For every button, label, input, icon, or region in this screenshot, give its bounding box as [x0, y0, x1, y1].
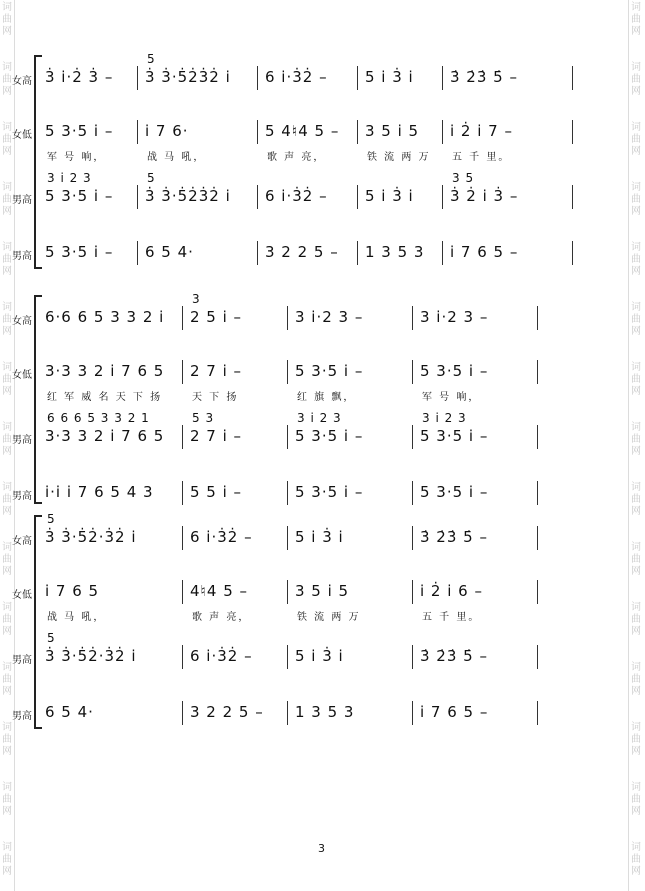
barline — [182, 360, 183, 384]
measure: 2 5 i – — [190, 308, 243, 326]
measure: 2 7 i – — [190, 362, 243, 380]
barline — [287, 425, 288, 449]
measure: i 7 6 5 – — [450, 243, 519, 261]
watermark-char: 词 — [631, 302, 641, 313]
watermark-char: 词 — [631, 722, 641, 733]
watermark-strip-right — [628, 0, 643, 891]
measure: 6 5 4· — [45, 703, 94, 721]
measure: 5 4♮4 5 – — [265, 122, 340, 140]
watermark-char: 网 — [631, 326, 641, 337]
watermark-char: 曲 — [631, 494, 641, 505]
watermark-char: 词 — [2, 542, 12, 553]
barline — [287, 645, 288, 669]
part-label: 女高 — [12, 316, 32, 327]
barline — [137, 120, 138, 144]
watermark-char: 网 — [2, 26, 12, 37]
barline — [537, 580, 538, 604]
upper-voice: 3 i 2 3 — [297, 411, 342, 425]
barline — [357, 66, 358, 90]
measure: 3 2 2 5 – — [265, 243, 339, 261]
upper-voice: 3 i 2 3 — [422, 411, 467, 425]
part-label: 女低 — [12, 370, 32, 381]
barline — [137, 241, 138, 265]
watermark-char: 网 — [631, 566, 641, 577]
barline — [357, 120, 358, 144]
measure: 3·3 3 2 i 7 6 5 — [45, 362, 165, 380]
barline — [537, 526, 538, 550]
measure: 5 i 3̇ i — [365, 68, 414, 86]
measure: 3̇ 2̇3̇ 5̇ – — [420, 647, 488, 665]
upper-voice: 5 3 — [192, 411, 215, 425]
watermark-char: 曲 — [2, 434, 12, 445]
watermark-char: 词 — [631, 182, 641, 193]
watermark-char: 网 — [2, 746, 12, 757]
barline — [182, 645, 183, 669]
measure: 6 i·3̇2̇ – — [265, 187, 328, 205]
watermark-char: 网 — [631, 146, 641, 157]
measure: 3 5 i 5 — [295, 582, 350, 600]
part-label: 女低 — [12, 590, 32, 601]
barline — [287, 580, 288, 604]
measure: 5 3·5 i – — [45, 122, 114, 140]
barline — [412, 580, 413, 604]
barline — [442, 241, 443, 265]
barline — [257, 185, 258, 209]
barline — [257, 66, 258, 90]
watermark-char: 词 — [2, 782, 12, 793]
watermark-char: 网 — [2, 626, 12, 637]
watermark-char: 曲 — [2, 314, 12, 325]
watermark-char: 曲 — [2, 554, 12, 565]
watermark-char: 词 — [631, 422, 641, 433]
watermark-char: 网 — [631, 506, 641, 517]
measure: i 7 6· — [145, 122, 189, 140]
barline — [182, 481, 183, 505]
measure: 3·3 3 2 i 7 6 5 — [45, 427, 165, 445]
barline — [287, 526, 288, 550]
watermark-char: 曲 — [631, 554, 641, 565]
lyric-text: 铁 流 两 万 — [367, 152, 431, 163]
barline — [182, 425, 183, 449]
watermark-char: 网 — [2, 86, 12, 97]
watermark-char: 网 — [2, 506, 12, 517]
measure: 6 5 4· — [145, 243, 194, 261]
watermark-char: 曲 — [631, 314, 641, 325]
barline — [537, 701, 538, 725]
watermark-char: 曲 — [2, 734, 12, 745]
measure: 3̇ 3̇·5̇2̇·3̇2̇ i — [45, 528, 137, 546]
barline — [412, 526, 413, 550]
measure: 3 5 i 5 — [365, 122, 420, 140]
system-brace — [34, 515, 42, 729]
measure: 3̇ 2̇ i 3̇ – — [450, 187, 519, 205]
barline — [572, 66, 573, 90]
measure: 3 2 2 5 – — [190, 703, 264, 721]
lyric-text: 五 千 里。 — [452, 152, 511, 163]
watermark-char: 曲 — [631, 254, 641, 265]
system-brace — [34, 295, 42, 504]
barline — [537, 306, 538, 330]
watermark-char: 词 — [2, 62, 12, 73]
watermark-char: 词 — [631, 242, 641, 253]
watermark-char: 网 — [2, 806, 12, 817]
measure: 6 i·3̇2̇ – — [190, 528, 253, 546]
part-label: 男高 — [12, 711, 32, 722]
watermark-char: 网 — [631, 746, 641, 757]
watermark-char: 词 — [631, 542, 641, 553]
upper-voice: 5 — [47, 631, 56, 645]
barline — [572, 185, 573, 209]
barline — [537, 360, 538, 384]
watermark-char: 曲 — [2, 194, 12, 205]
upper-voice: 5 — [147, 171, 156, 185]
lyric-text: 五 千 里。 — [422, 612, 481, 623]
barline — [412, 481, 413, 505]
upper-voice: 6 6 6 5 3 3 2 1 — [47, 411, 150, 425]
measure: 3̇ 2̇3̇ 5̇ – — [420, 528, 488, 546]
barline — [182, 580, 183, 604]
measure: 5 3·5 i – — [45, 187, 114, 205]
watermark-char: 曲 — [631, 194, 641, 205]
watermark-char: 网 — [2, 206, 12, 217]
barline — [412, 701, 413, 725]
watermark-char: 网 — [2, 446, 12, 457]
watermark-char: 词 — [2, 122, 12, 133]
measure: i·i i 7 6 5 4 3 — [45, 483, 154, 501]
measure: 5 3·5 i – — [420, 362, 489, 380]
lyric-text: 战 马 吼， — [47, 612, 106, 623]
measure: 1 3 5 3 — [295, 703, 355, 721]
measure: 2 7 i – — [190, 427, 243, 445]
watermark-char: 词 — [631, 842, 641, 853]
measure: 3̇ 3̇·5̇2̇3̇2̇ i — [145, 187, 231, 205]
barline — [412, 360, 413, 384]
measure: 5 i 3̇ i — [295, 647, 344, 665]
barline — [182, 526, 183, 550]
page-number: 3 — [318, 842, 325, 855]
watermark-char: 曲 — [631, 854, 641, 865]
watermark-char: 网 — [2, 686, 12, 697]
lyric-text: 歌 声 亮， — [267, 152, 326, 163]
upper-voice: 3 5 — [452, 171, 475, 185]
measure: i 7 6 5 – — [420, 703, 489, 721]
measure: 5 3·5 i – — [295, 427, 364, 445]
measure: 3 i·2 3 – — [420, 308, 489, 326]
barline — [357, 185, 358, 209]
measure: 3̇ i·2̇ 3̇ – — [45, 68, 114, 86]
watermark-char: 词 — [631, 62, 641, 73]
watermark-char: 词 — [2, 362, 12, 373]
watermark-char: 词 — [631, 362, 641, 373]
barline — [287, 306, 288, 330]
part-label: 男高 — [12, 491, 32, 502]
watermark-char: 网 — [631, 26, 641, 37]
barline — [357, 241, 358, 265]
watermark-char: 词 — [2, 842, 12, 853]
part-label: 男高 — [12, 251, 32, 262]
measure: 5 3·5 i – — [420, 483, 489, 501]
barline — [287, 360, 288, 384]
watermark-char: 曲 — [2, 494, 12, 505]
barline — [442, 120, 443, 144]
watermark-char: 曲 — [631, 434, 641, 445]
watermark-char: 词 — [631, 2, 641, 13]
watermark-char: 网 — [2, 386, 12, 397]
watermark-char: 词 — [2, 242, 12, 253]
part-label: 男高 — [12, 195, 32, 206]
watermark-char: 网 — [2, 266, 12, 277]
watermark-char: 网 — [631, 266, 641, 277]
part-label: 男高 — [12, 435, 32, 446]
watermark-char: 网 — [631, 86, 641, 97]
watermark-char: 词 — [631, 782, 641, 793]
lyric-text: 战 马 吼， — [147, 152, 206, 163]
watermark-char: 曲 — [2, 74, 12, 85]
watermark-char: 曲 — [2, 614, 12, 625]
watermark-char: 词 — [631, 602, 641, 613]
watermark-char: 网 — [631, 626, 641, 637]
barline — [412, 645, 413, 669]
watermark-char: 网 — [2, 866, 12, 877]
barline — [182, 306, 183, 330]
upper-voice: 5 — [147, 52, 156, 66]
watermark-char: 曲 — [631, 674, 641, 685]
barline — [287, 481, 288, 505]
lyric-text: 铁 流 两 万 — [297, 612, 361, 623]
measure: 6 i·3̇2̇ – — [190, 647, 253, 665]
part-label: 女低 — [12, 130, 32, 141]
barline — [182, 701, 183, 725]
watermark-char: 网 — [2, 146, 12, 157]
measure: 1 3 5 3 — [365, 243, 425, 261]
watermark-char: 词 — [2, 602, 12, 613]
lyric-text: 军 号 响， — [47, 152, 106, 163]
barline — [287, 701, 288, 725]
watermark-char: 曲 — [2, 674, 12, 685]
watermark-char: 词 — [631, 122, 641, 133]
watermark-char: 曲 — [2, 374, 12, 385]
measure: 5 5 i – — [190, 483, 243, 501]
barline — [442, 185, 443, 209]
watermark-char: 词 — [2, 482, 12, 493]
measure: 5 3·5 i – — [295, 362, 364, 380]
lyric-text: 红 旗 飘， — [297, 392, 356, 403]
watermark-char: 曲 — [631, 614, 641, 625]
watermark-char: 词 — [2, 182, 12, 193]
watermark-char: 曲 — [631, 794, 641, 805]
watermark-char: 词 — [2, 302, 12, 313]
measure: 4♮4 5 – — [190, 582, 249, 600]
watermark-char: 网 — [631, 446, 641, 457]
measure: 3̇ 3̇·5̇2̇·3̇2̇ i — [45, 647, 137, 665]
watermark-char: 词 — [2, 662, 12, 673]
measure: 3̇ 3̇·5̇2̇3̇2̇ i — [145, 68, 231, 86]
lyric-text: 天 下 扬 — [192, 392, 239, 403]
barline — [137, 66, 138, 90]
barline — [572, 120, 573, 144]
lyric-text: 军 号 响， — [422, 392, 481, 403]
barline — [537, 425, 538, 449]
barline — [537, 645, 538, 669]
barline — [537, 481, 538, 505]
measure: 6·6 6 5 3 3 2 i — [45, 308, 165, 326]
watermark-char: 曲 — [2, 14, 12, 25]
barline — [572, 241, 573, 265]
watermark-char: 曲 — [2, 254, 12, 265]
part-label: 女高 — [12, 536, 32, 547]
watermark-char: 曲 — [631, 134, 641, 145]
upper-voice: 3 — [192, 292, 201, 306]
lyric-text: 红 军 威 名 天 下 扬 — [47, 392, 163, 403]
measure: 5 3·5 i – — [295, 483, 364, 501]
watermark-char: 曲 — [2, 794, 12, 805]
system-brace — [34, 55, 42, 269]
watermark-char: 曲 — [2, 854, 12, 865]
watermark-char: 词 — [631, 482, 641, 493]
measure: i 2̇ i 7 – — [450, 122, 513, 140]
watermark-char: 曲 — [631, 14, 641, 25]
upper-voice: 3 i 2 3 — [47, 171, 92, 185]
watermark-char: 网 — [631, 806, 641, 817]
watermark-char: 词 — [631, 662, 641, 673]
measure: 5 3·5 i – — [420, 427, 489, 445]
barline — [257, 120, 258, 144]
lyric-text: 歌 声 亮， — [192, 612, 251, 623]
watermark-char: 词 — [2, 2, 12, 13]
watermark-char: 词 — [2, 422, 12, 433]
watermark-char: 曲 — [631, 734, 641, 745]
part-label: 男高 — [12, 655, 32, 666]
upper-voice: 5 — [47, 512, 56, 526]
watermark-char: 网 — [631, 686, 641, 697]
barline — [412, 306, 413, 330]
watermark-char: 曲 — [631, 74, 641, 85]
measure: 5 i 3̇ i — [295, 528, 344, 546]
measure: i 7 6 5 — [45, 582, 100, 600]
watermark-char: 词 — [2, 722, 12, 733]
barline — [412, 425, 413, 449]
measure: 5 i 3̇ i — [365, 187, 414, 205]
barline — [442, 66, 443, 90]
watermark-char: 网 — [2, 566, 12, 577]
watermark-char: 网 — [631, 206, 641, 217]
watermark-char: 曲 — [631, 374, 641, 385]
measure: 6 i·3̇2̇ – — [265, 68, 328, 86]
measure: 3 i·2 3 – — [295, 308, 364, 326]
measure: 3̇ 2̇3̇ 5̇ – — [450, 68, 518, 86]
barline — [257, 241, 258, 265]
measure: 5 3·5 i – — [45, 243, 114, 261]
watermark-char: 网 — [2, 326, 12, 337]
watermark-char: 网 — [631, 386, 641, 397]
watermark-char: 网 — [631, 866, 641, 877]
measure: i 2̇ i 6 – — [420, 582, 483, 600]
watermark-char: 曲 — [2, 134, 12, 145]
part-label: 女高 — [12, 76, 32, 87]
barline — [137, 185, 138, 209]
